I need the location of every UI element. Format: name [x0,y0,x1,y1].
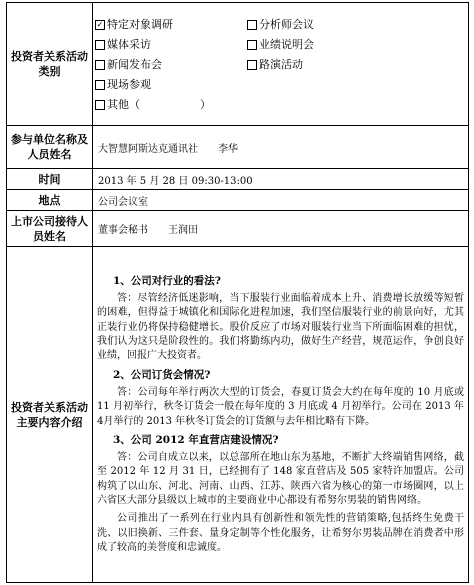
answer-1: 答：尽管经济低迷影响，当下服装行业面临着成本上升、消费增长放缓等短暂的困难，但得益于城镇化和国际化进程加速，我们坚信服装行业的前景向好，尤其正装行业仍将保持稳健增长。股价反应了市场对服装行业当下所面临困难的担忧，我们认为这只是阶段性的。我们将勤练内功，做好生产经营，规范运作，争创良好业绩，回报广大投资者。 [97,293,464,362]
checkbox-icon[interactable] [247,40,257,50]
main-content [93,247,469,583]
checkbox-icon[interactable] [247,20,257,30]
option-press-conference[interactable]: 新闻发布会 [95,56,247,73]
location-row [7,190,469,211]
option-site-visit[interactable]: 现场参观 [95,76,247,93]
main-content-label: 投资者关系活动主要内容介绍 [7,247,93,583]
checkbox-checked-icon[interactable]: ✓ [96,19,104,29]
option-specific-research[interactable]: ✓ 特定对象调研 [96,18,173,31]
location-value: 公司会议室 [93,190,469,211]
main-content-row [7,247,469,583]
activity-type-label: 投资者关系活动类别 [7,3,93,126]
host-value: 董事会秘书 王润田 [93,211,469,247]
time-row [7,169,469,190]
location-label: 地点 [7,190,93,211]
answer-3: 答：公司自成立以来，以总部所在地山东为基地，不断扩大终端销售网络，截至 2012 年 12 月 31 日，已经拥有了 148 家直营店及 505 家特许加盟店。公司构筑了以山东、河北、河南、山西、江苏、陕西六省为核心的第一市场圈网，以上六省区大部分县级以上城市的主要商业中心都设有希努尔男装的销售网络。 [97,452,464,506]
question-3: 3、公司 2012 年直营店建设情况? [113,433,279,446]
host-label: 上市公司接待人员姓名 [7,211,93,247]
time-label: 时间 [7,169,93,190]
checkbox-icon[interactable] [95,80,105,90]
participants-value: 大智慧阿斯达克通讯社 李华 [93,126,469,169]
record-table [6,2,469,583]
answer-2: 答：公司每年举行两次大型的订货会，春夏订货会大约在每年度的 10 月底或11 月初举行，秋冬订货会一般在每年度的 3 月底或 4 月初举行。公司在 2013 年 4月举行的 2013 年秋冬订货会的订货额与去年相比略有下降。 [97,386,464,427]
participants-row [7,126,469,169]
checkbox-icon[interactable] [247,60,257,70]
option-earnings-briefing[interactable]: 业绩说明会 [247,36,377,53]
question-2: 2、公司订货会情况? [113,368,211,381]
checkbox-icon[interactable] [95,60,105,70]
activity-type-row [7,3,469,126]
option-analyst-meeting[interactable]: 分析师会议 [247,16,377,33]
host-row [7,211,469,247]
checkbox-icon[interactable] [95,40,105,50]
question-1: 1、公司对行业的看法? [113,274,221,287]
option-other[interactable]: 其他（ ） [95,96,247,113]
option-roadshow[interactable]: 路演活动 [247,56,377,73]
option-media-interview[interactable]: 媒体采访 [95,36,247,53]
investor-relations-record [6,2,468,583]
participants-label: 参与单位名称及人员姓名 [7,126,93,169]
answer-3-continued: 公司推出了一系列在行业内具有创新性和领先性的营销策略,包括终生免费干洗、以旧换新、三件套、量身定制等个性化服务，让希努尔男装品牌在消费者中形成了较高的美誉度和忠诚度。 [97,513,464,553]
activity-type-options [93,3,469,126]
time-value: 2013 年 5 月 28 日 09:30-13:00 [93,169,469,190]
checkbox-icon[interactable] [95,100,105,110]
